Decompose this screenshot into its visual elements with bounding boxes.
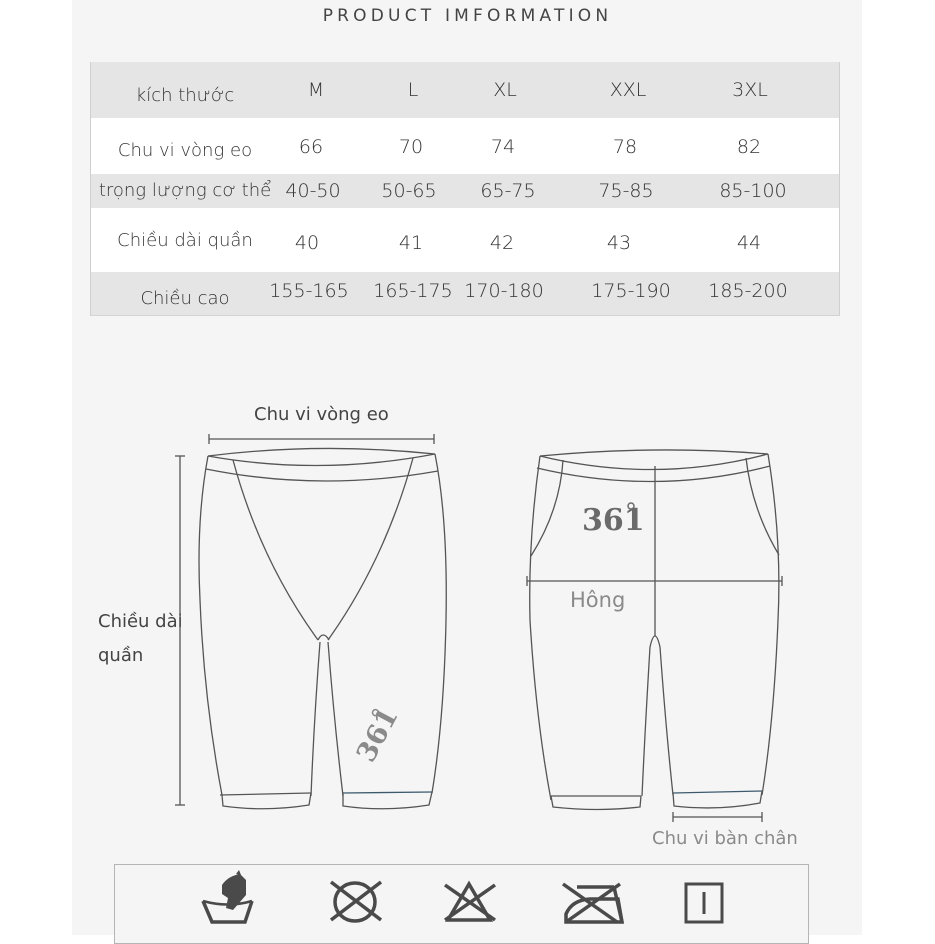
table-cell: 65-75 [480, 180, 536, 202]
table-cell: 41 [398, 232, 424, 254]
table-cell: 85-100 [719, 180, 787, 202]
table-cell: 43 [606, 232, 632, 254]
table-cell: 40 [294, 232, 320, 254]
hand-wash-icon [203, 870, 252, 922]
table-cell: 185-200 [708, 280, 788, 302]
table-cell: 175-190 [591, 280, 671, 302]
size-header: L [407, 79, 419, 101]
size-header: XL [493, 79, 517, 101]
line-dry-icon [686, 884, 722, 922]
table-cell: 40-50 [285, 180, 341, 202]
table-cell: 42 [489, 232, 515, 254]
table-cell: 170-180 [464, 280, 544, 302]
header-label: kích thước [135, 85, 235, 106]
hip-label: Hông [570, 588, 626, 612]
table-cell: 78 [612, 136, 638, 158]
row-label: Chiều cao [140, 288, 230, 309]
table-cell: 75-85 [598, 180, 654, 202]
page-title: PRODUCT IMFORMATION [322, 6, 613, 26]
brand-logo-back: 361 [582, 503, 645, 538]
brand-logo-front: 361 [350, 702, 405, 768]
row-label: Chu vi vòng eo [117, 140, 253, 161]
do-not-tumble-dry-icon [331, 882, 381, 921]
size-header: M [307, 79, 325, 101]
table-cell: 66 [298, 136, 324, 158]
do-not-bleach-icon [445, 884, 495, 920]
size-header: 3XL [732, 79, 768, 101]
length-label-line2: quần [98, 645, 144, 666]
row-label: Chiều dài quần [117, 230, 253, 251]
table-cell: 50-65 [381, 180, 437, 202]
table-cell: 155-165 [269, 280, 349, 302]
waist-label: Chu vi vòng eo [254, 404, 389, 425]
hem-label: Chu vi bàn chân [652, 828, 798, 849]
do-not-iron-icon [563, 884, 622, 922]
size-header: XXL [609, 79, 647, 101]
table-cell: 44 [736, 232, 762, 254]
table-cell: 82 [736, 136, 762, 158]
row-label: trọng lượng cơ thể [98, 180, 272, 201]
length-label-line1: Chiều dài [98, 611, 183, 632]
table-cell: 70 [398, 136, 424, 158]
table-cell: 165-175 [373, 280, 453, 302]
table-cell: 74 [490, 136, 516, 158]
